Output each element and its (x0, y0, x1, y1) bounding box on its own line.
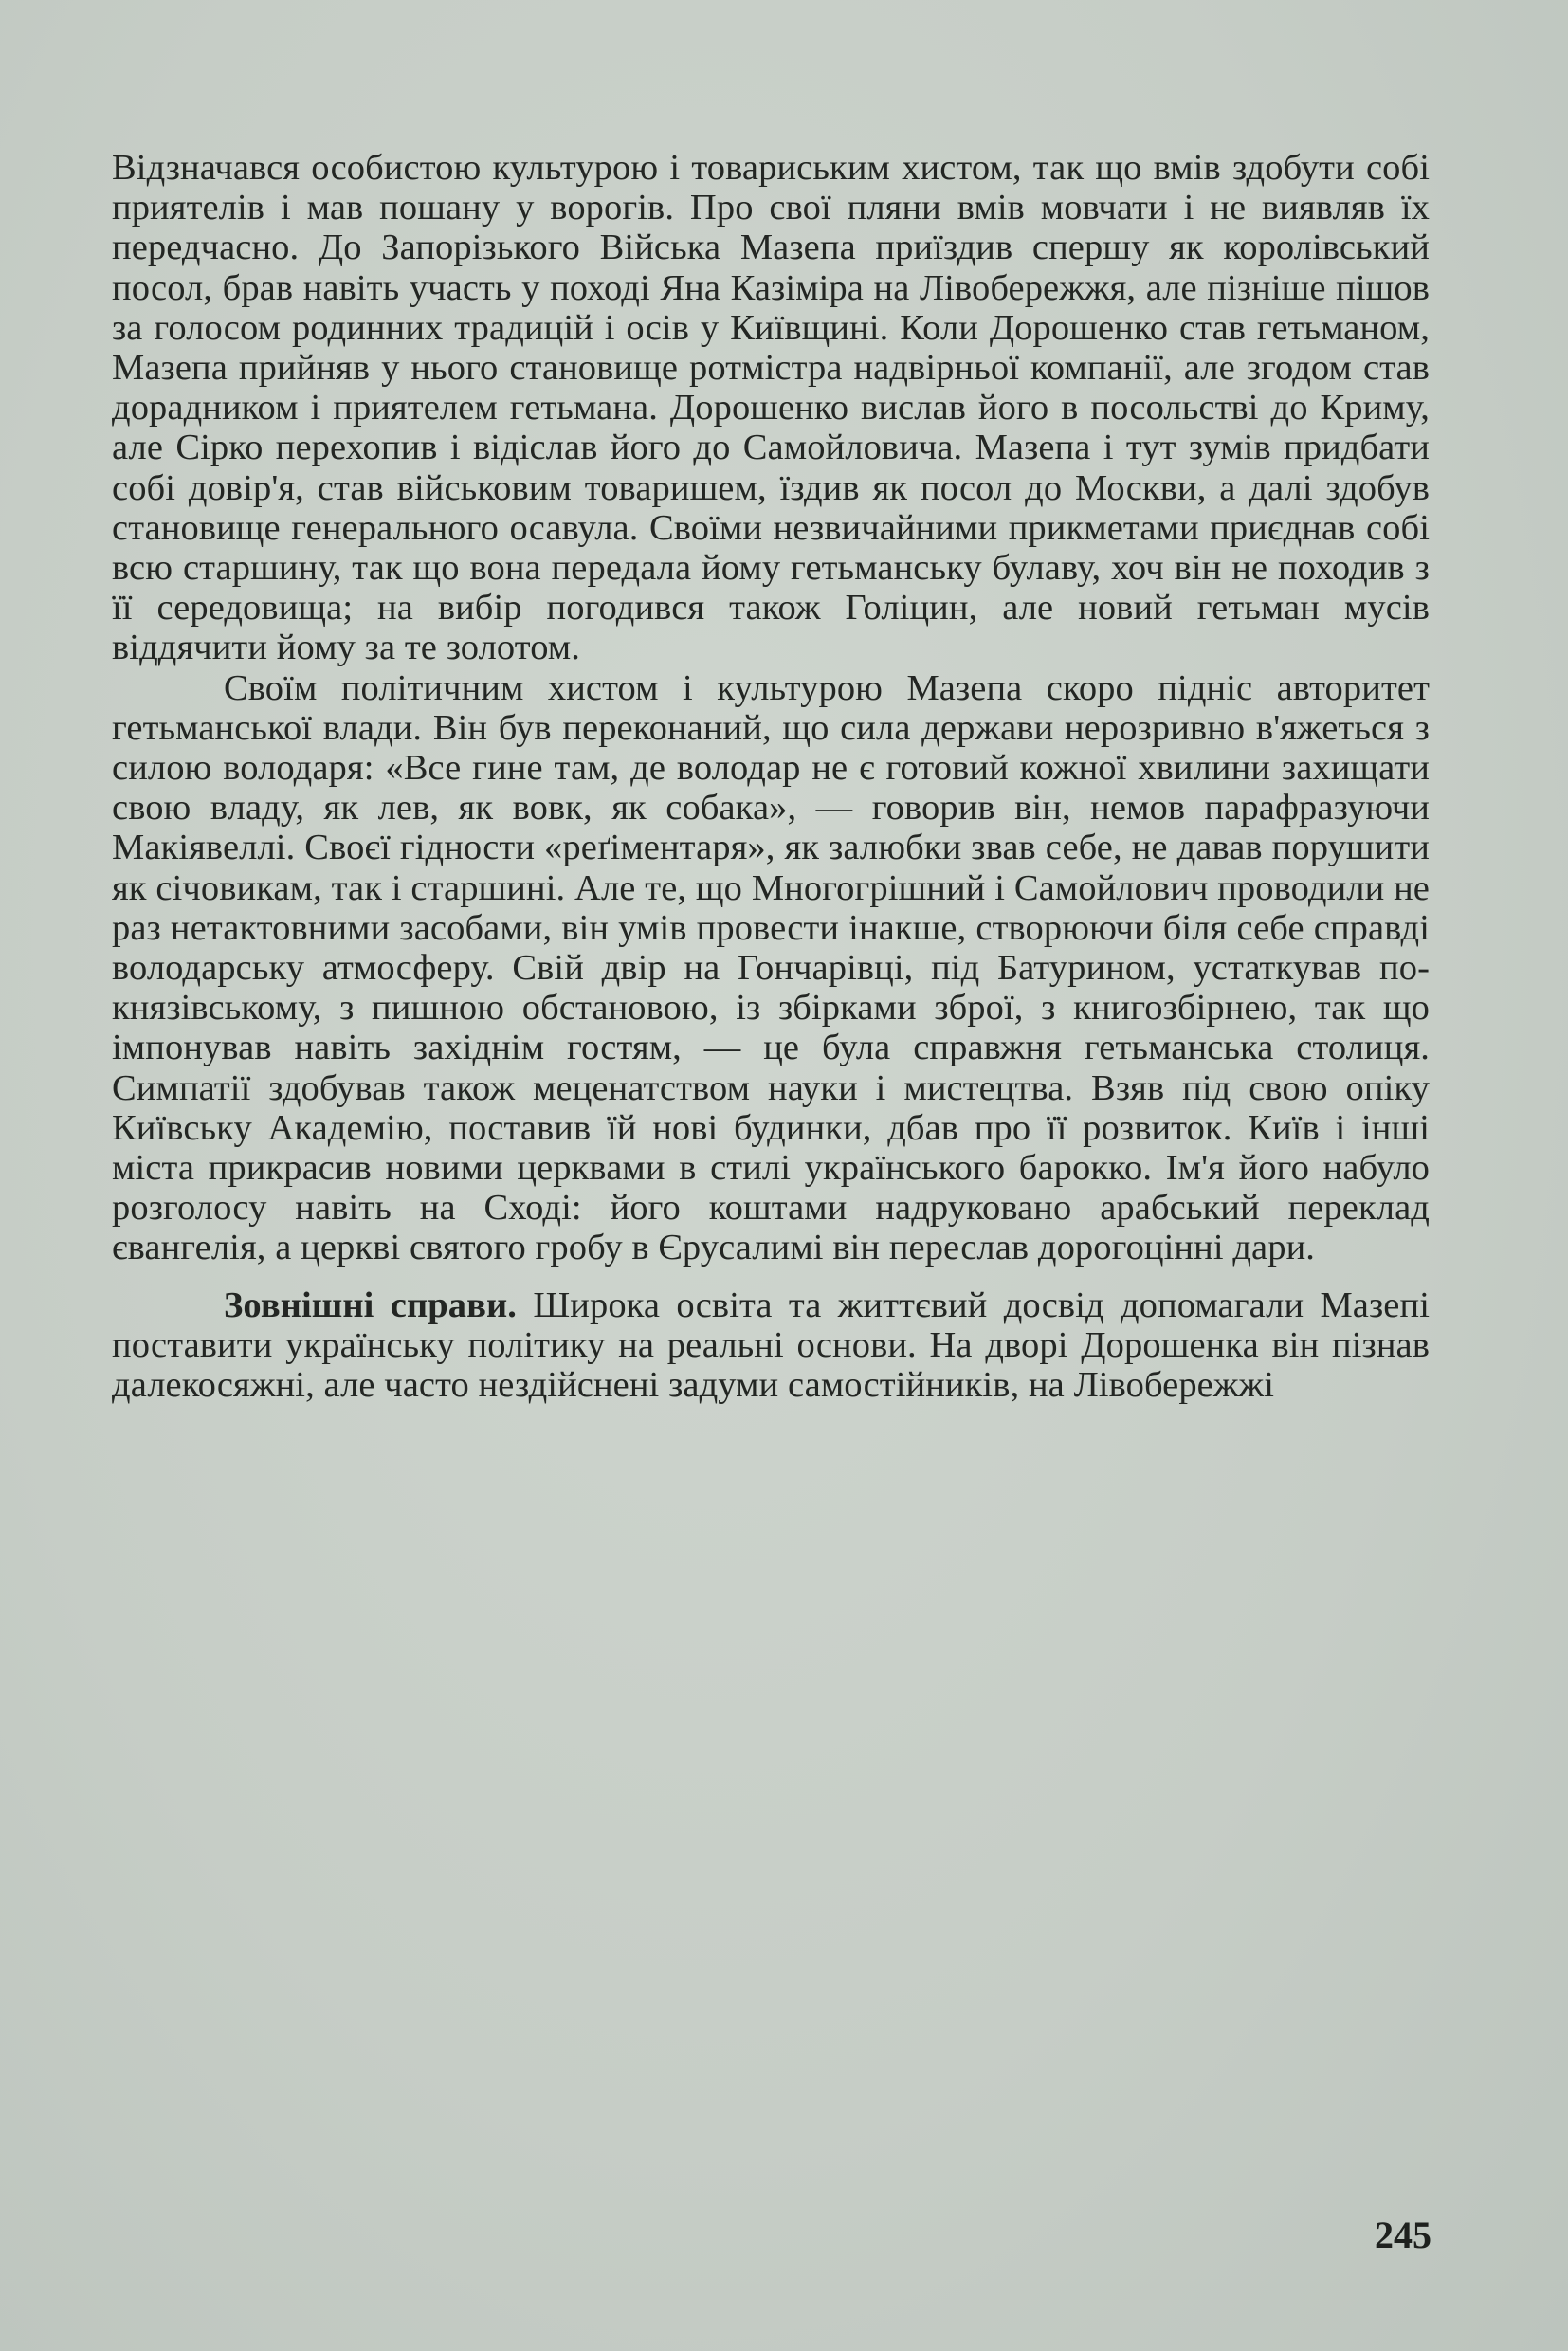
paragraph-2 (112, 668, 1430, 1268)
paragraph-3 (112, 1285, 1430, 1406)
paragraph-2-text: Своїм політичним хистом і культурою Мазепа скоро підніс авторитет гетьманської влади. Він був переконаний, що сила держави нерозривно в'яжеться з силою володаря: «Все гине там, де володар не є готовий кожної хвилини захищати свою владу, як лев, як вовк, як собака», — говорив він, немов парафразуючи Макіявеллі. Своєї гідности «реґіментаря», як залюбки звав себе, не давав порушити як січовикам, так і старшині. Але те, що Многогрішний і Самойлович проводили не раз нетактовними засобами, він умів провести інакше, створюючи біля себе справді володарську атмосферу. Свій двір на Гончарівці, під Батурином, устаткував по-князівському, з пишною обстановою, із збірками зброї, з книгозбірнею, так що імпонував навіть західнім гостям, — це була справжня гетьманська столиця. Симпатії здобував також меценатством науки і мистецтва. Взяв під свою опіку Київську Академію, поставив їй нові будинки, дбав про її розвиток. Київ і інші міста прикрасив новими церквами в стилі українського барокко. Ім'я його набуло розголосу навіть на Сході: його коштами надруковано арабський переклад євангелія, а церкві святого гробу в Єрусалимі він переслав дорогоцінні дари. (112, 667, 1430, 1268)
paragraph-1-text: Відзначався особистою культурою і товариським хистом, так що вмів здобути собі приятелів і мав пошану у ворогів. Про свої пляни вмів мовчати і не виявляв їх передчасно. До Запорізького Війська Мазепа приїздив спершу як королівський посол, брав навіть участь у поході Яна Казіміра на Лівобережжя, але пізніше пішов за голосом родинних традицій і осів у Київщині. Коли Дорошенко став гетьманом, Мазепа прийняв у нього становище ротмістра надвірньої компанії, але згодом став дорадником і приятелем гетьмана. Дорошенко вислав його в посольстві до Криму, але Сірко перехопив і відіслав його до Самойловича. Мазепа і тут зумів придбати собі довір'я, став військовим товаришем, їздив як посол до Москви, а далі здобув становище генерального осавула. Своїми незвичайними прикметами приєднав собі всю старшину, так що вона передала йому гетьманську булаву, хоч він не походив з її середовища; на вибір погодився також Голіцин, але новий гетьман мусів віддячити йому за те золотом. (112, 148, 1430, 668)
page-number: 245 (1375, 2214, 1431, 2256)
paragraph-1 (112, 148, 1430, 668)
section-heading: Зовнішні справи. (224, 1285, 518, 1325)
body-text (112, 148, 1430, 1405)
paragraph-3-text: Широка освіта та життєвий досвід допомагали Мазепі поставити українську політику на реальні основи. На дворі Дорошенка він пізнав далекосяжні, але часто нездійснені задуми самостійників, на Лівобережжі (112, 1285, 1430, 1406)
